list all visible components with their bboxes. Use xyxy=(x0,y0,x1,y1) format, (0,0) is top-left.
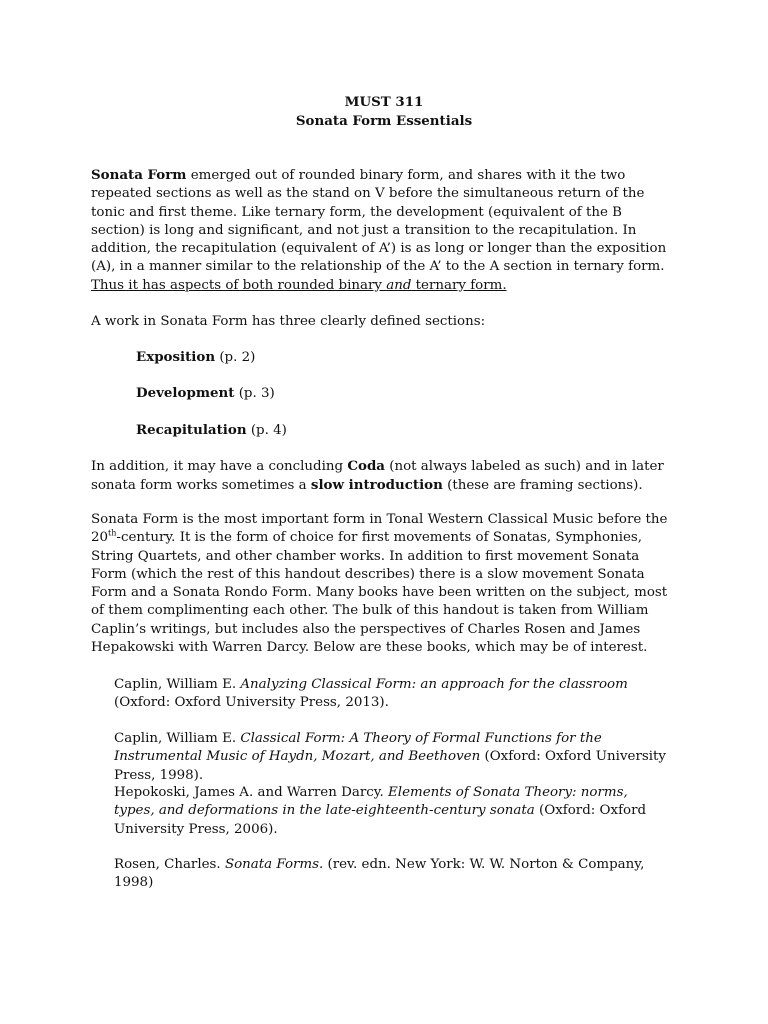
reference-publisher: (Oxford: Oxford University Press, 1998). xyxy=(114,749,666,783)
sonata-form-term: Sonata Form xyxy=(91,167,187,183)
course-code: MUST 311 xyxy=(344,94,424,110)
underline-end: ternary form. xyxy=(411,277,507,293)
section-page: (p. 2) xyxy=(215,350,256,365)
underline-italic: and xyxy=(386,277,412,293)
framing-paragraph xyxy=(91,457,671,496)
reference-author: Caplin, William E. xyxy=(114,731,241,746)
reference-title: Analyzing Classical Form: an approach for the classroom xyxy=(240,677,628,692)
section-item-exposition xyxy=(136,348,255,367)
reference-publisher: (rev. edn. New York: W. W. Norton & Company, 1998) xyxy=(114,857,645,891)
framing-text-2: (not always labeled as such) and in later sonata form works sometimes a xyxy=(91,459,664,494)
importance-paragraph xyxy=(91,511,671,657)
document-header xyxy=(0,93,768,130)
underline-start: Thus it has aspects of both rounded binary xyxy=(91,277,387,293)
reference-title: Elements of Sonata Theory: norms, types, and deformations in the late-eighteenth-century sonata xyxy=(114,785,628,819)
reference-author: Rosen, Charles. xyxy=(114,857,225,872)
importance-text-2: -century. It is the form of choice for first movements of Sonatas, Symphonies, String Quartets, and other chamber works. In addition to first movement Sonata Form (which the rest of this handout describes) there is a slow movement Sonata Form and a Sonata Rondo Form. Many books have been written on the subject, most of them complimenting each other. The bulk of this handout is taken from William Caplin’s writings, but includes also the perspectives of Charles Rosen and James Hepakowski with Warren Darcy. Below are these books, which may be of interest. xyxy=(91,530,668,656)
superscript-th: th xyxy=(108,528,117,538)
framing-text-1: In addition, it may have a concluding xyxy=(91,459,348,474)
section-item-recapitulation xyxy=(136,421,287,440)
reference-author: Hepokoski, James A. and Warren Darcy. xyxy=(114,785,389,800)
framing-text-3: (these are framing sections). xyxy=(442,478,643,494)
section-name: Recapitulation xyxy=(136,422,247,438)
reference-caplin-1998 xyxy=(114,730,670,785)
reference-hepokoski-darcy xyxy=(114,784,670,839)
intro-paragraph xyxy=(91,166,671,295)
reference-publisher: (Oxford: Oxford University Press, 2013). xyxy=(114,695,389,711)
section-name: Development xyxy=(136,385,235,401)
reference-caplin-2013 xyxy=(114,676,670,713)
reference-title: Sonata Forms. xyxy=(224,857,324,872)
document-title: Sonata Form Essentials xyxy=(295,112,473,129)
coda-term: Coda xyxy=(347,458,385,474)
reference-title: Classical Form: A Theory of Formal Functions for the Instrumental Music of Haydn, Mozart, and Beethoven xyxy=(114,731,602,765)
section-item-development xyxy=(136,384,275,403)
section-name: Exposition xyxy=(136,349,216,365)
reference-publisher: (Oxford: Oxford University Press, 2006). xyxy=(114,803,647,837)
importance-text-1: Sonata Form is the most important form in Tonal Western Classical Music before the 20 xyxy=(91,512,668,546)
section-page: (p. 4) xyxy=(246,423,287,438)
reference-author: Caplin, William E. xyxy=(114,677,241,692)
section-page: (p. 3) xyxy=(234,386,275,401)
slow-introduction-term: slow introduction xyxy=(310,477,443,494)
intro-text: emerged out of rounded binary form, and shares with it the two repeated sections as well as the stand on V before the simultaneous return of the tonic and first theme. Like ternary form, the development (equivalent of the B section) is long and significant, and not just a transition to the recapitulation. In addition, the recapitulation (equivalent of A’) is as long or longer than the exposition (A), in a manner similar to the relationship of the A’ to the A section in ternary form. xyxy=(91,168,667,275)
intro-underlined-conclusion xyxy=(91,278,507,293)
reference-rosen xyxy=(114,856,670,893)
sections-intro: A work in Sonata Form has three clearly defined sections: xyxy=(91,314,486,329)
